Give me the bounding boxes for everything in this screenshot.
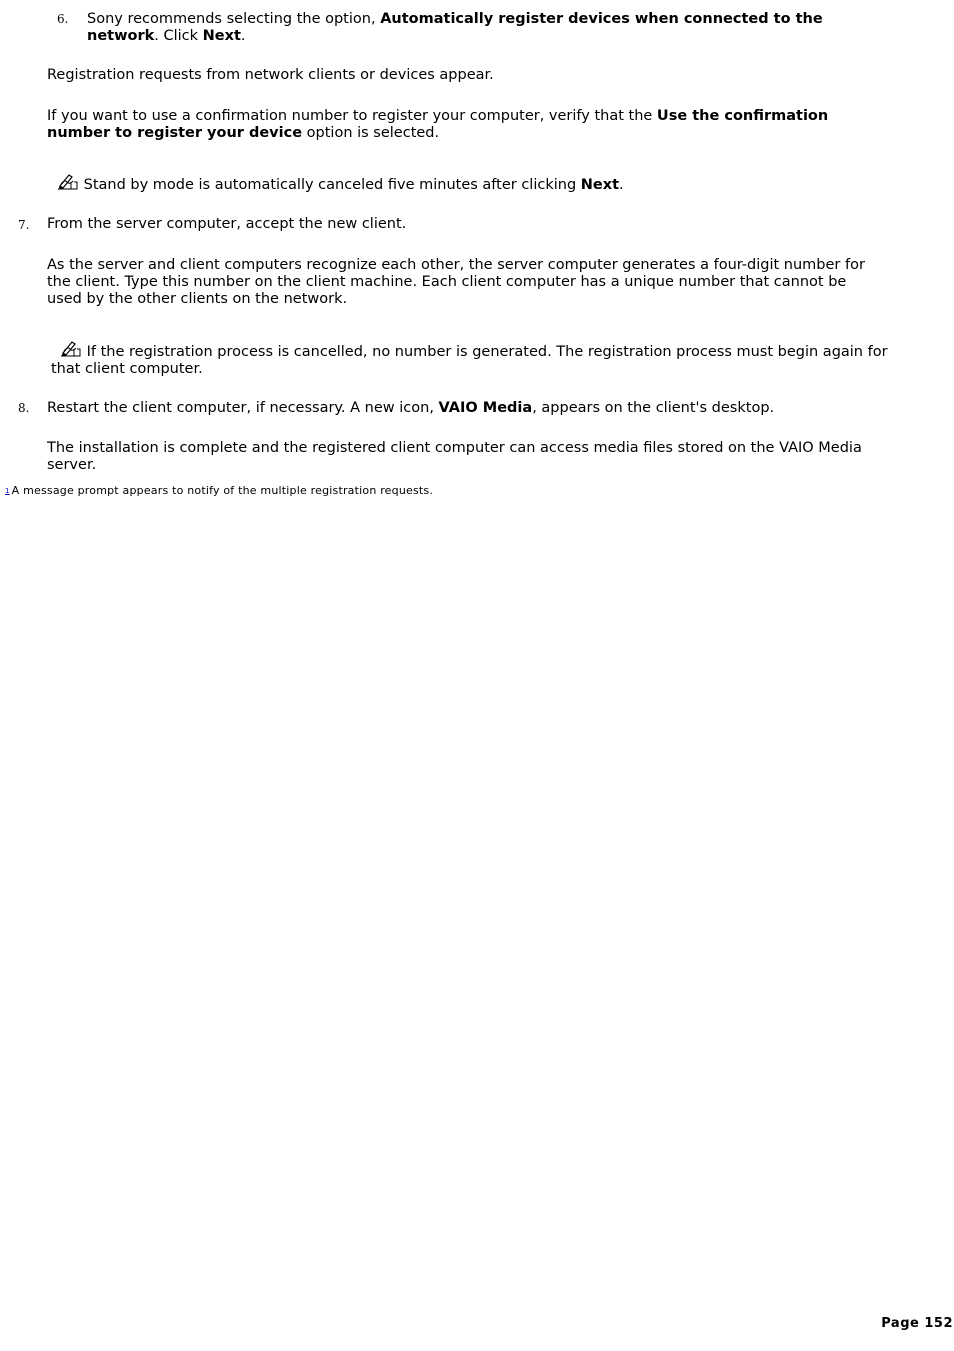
confirmation-text: If you want to use a confirmation number to register your computer, verify that the xyxy=(47,108,657,124)
step-8-pre: Restart the client computer, if necessary. A new icon, xyxy=(47,400,439,416)
step-7-text: From the server computer, accept the new client. xyxy=(47,216,407,232)
step-7-para-line1: As the server and client computers recognize each other, the server computer generates a four-digit number for xyxy=(47,257,865,273)
step-8-para-line1: The installation is complete and the registered client computer can access media files stored on the VAIO Media xyxy=(47,440,862,456)
note-standby xyxy=(57,173,937,194)
note-standby-text: Stand by mode is automatically canceled five minutes after clicking xyxy=(79,177,581,193)
footnote xyxy=(5,484,433,498)
step-6-line1: Sony recommends selecting the option, xyxy=(87,11,381,27)
step-7-para-line3: used by the other clients on the network. xyxy=(47,291,348,307)
vaio-media-name: VAIO Media xyxy=(438,400,533,416)
step-6-para-confirmation xyxy=(47,108,927,142)
page-number: Page 152 xyxy=(881,1316,953,1331)
note-pen-icon xyxy=(57,173,79,191)
step-7-para-line2: the client. Type this number on the client machine. Each client computer has a unique number that cannot be xyxy=(47,274,847,290)
option-name-confirmation-2: number to register your device xyxy=(47,125,303,141)
option-name-confirmation-1: Use the confirmation xyxy=(656,108,829,124)
footnote-marker-link[interactable]: 1 xyxy=(5,487,10,495)
step-7-para xyxy=(47,257,937,308)
confirmation-end: option is selected. xyxy=(302,125,440,141)
step-8-text xyxy=(47,400,927,417)
note-cancelled-line2: that client computer. xyxy=(51,361,203,377)
note-standby-end: . xyxy=(619,177,624,193)
step-number-7: 7. xyxy=(18,218,30,232)
step-8-end: , appears on the client's desktop. xyxy=(532,400,775,416)
step-number-8: 8. xyxy=(18,401,30,415)
note-next-ref: Next xyxy=(580,177,620,193)
step-6-period: . xyxy=(240,28,246,44)
option-name-auto-register: Automatically register devices when connected to the xyxy=(380,11,823,27)
step-number-6: 6. xyxy=(57,12,69,26)
step-6-text xyxy=(87,11,947,45)
footnote-text: A message prompt appears to notify of the multiple registration requests. xyxy=(11,484,434,497)
step-6-para-registration: Registration requests from network clients or devices appear. xyxy=(47,67,494,83)
step-6-click-text: . Click xyxy=(154,28,203,44)
option-name-network: network xyxy=(87,28,155,44)
step-8-para xyxy=(47,440,937,474)
next-button-ref: Next xyxy=(202,28,241,44)
note-pen-icon xyxy=(60,340,82,358)
note-cancelled xyxy=(51,340,951,378)
note-cancelled-line1: If the registration process is cancelled, no number is generated. The registration process must begin again for xyxy=(82,344,888,360)
step-8-para-line2: server. xyxy=(47,457,97,473)
